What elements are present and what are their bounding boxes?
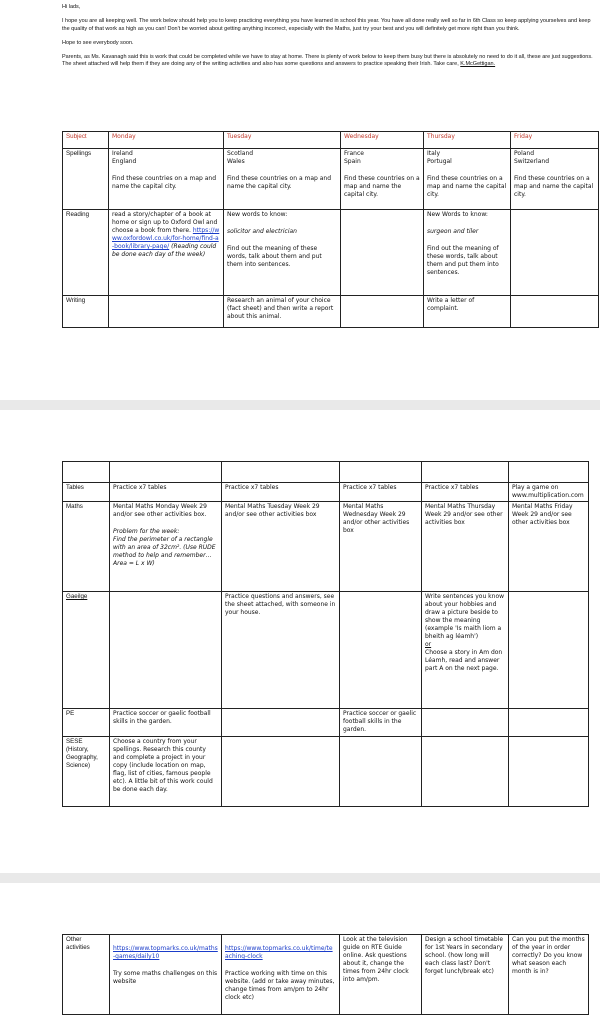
document-page-2 <box>0 410 600 873</box>
reading-monday-text: read a story/chapter of a book at home or sign up to Oxford Owl and choose a book from there. <box>112 211 218 234</box>
tables-wednesday: Practice x7 tables <box>340 483 422 502</box>
blank-cell <box>110 462 222 483</box>
reading-tuesday-task: Find out the meaning of these words, talk about them and put them into sentences. <box>227 245 322 268</box>
spellings-row <box>63 149 599 210</box>
pe-row <box>63 709 589 737</box>
document-page-3 <box>0 883 600 1024</box>
maths-thursday: Mental Maths Thursday Week 29 and/or see other activities box <box>422 502 509 592</box>
maths-friday: Mental Maths Friday Week 29 and/or see other activities box <box>509 502 589 592</box>
writing-monday <box>109 296 224 328</box>
spellings-wednesday-words: France Spain <box>344 150 364 165</box>
gaeilge-thursday-or: or <box>425 641 432 648</box>
spellings-wednesday <box>341 149 424 210</box>
timetable-part-1 <box>62 131 599 328</box>
header-thursday: Thursday <box>424 132 511 149</box>
header-wednesday: Wednesday <box>341 132 424 149</box>
header-row <box>63 132 599 149</box>
gaeilge-wednesday <box>340 592 422 709</box>
document-page-1 <box>0 0 600 400</box>
spellings-monday-words: Ireland England <box>112 150 137 165</box>
sese-tuesday <box>222 737 340 807</box>
sese-label: SESE (History, Geography, Science) <box>63 737 110 807</box>
letter-greeting: Hi lads, <box>62 4 81 10</box>
maths-problem-body: Find the perimeter of a rectangle with an area of 32cm². (Use RUDE method to help and remember… Area = L x W) <box>113 536 216 567</box>
sese-wednesday <box>340 737 422 807</box>
other-tuesday <box>222 935 340 1015</box>
spellings-tuesday-words: Scotland Wales <box>227 150 254 165</box>
reading-row <box>63 210 599 296</box>
tables-monday: Practice x7 tables <box>110 483 222 502</box>
blank-cell <box>63 462 110 483</box>
pe-friday <box>509 709 589 737</box>
sese-thursday <box>422 737 509 807</box>
letter-paragraph-3-text: Parents, as Ms. Kavanagh said this is work that could be completed while we have to stay at home. There is plenty of work below to keep them busy but there is absolutely no need to do it all, these are just suggestions. The sheet attached will help them if they are doing any of the writing activities and also has some questions and answers to practice speaking their Irish. Take care, <box>62 53 593 68</box>
reading-monday <box>109 210 224 296</box>
sese-monday: Choose a country from your spellings. Research this county and complete a project in your copy (include location on map, flag, list of cities, famous people etc). A little bit of this work could be done each day. <box>110 737 222 807</box>
spellings-tuesday-task: Find these countries on a map and name the capital city. <box>227 175 332 190</box>
tables-row <box>63 483 589 502</box>
spellings-monday-task: Find these countries on a map and name the capital city. <box>112 175 217 190</box>
tables-friday: Play a game on www.multiplication.com <box>509 483 589 502</box>
writing-row <box>63 296 599 328</box>
gaeilge-row <box>63 592 589 709</box>
other-wednesday: Look at the television guide on RTE Guide online. Ask questions about it, change the times from 24hr clock into am/pm. <box>340 935 422 1015</box>
tables-thursday: Practice x7 tables <box>422 483 509 502</box>
spellings-friday <box>511 149 599 210</box>
other-activities-label: Other activities <box>63 935 110 1015</box>
writing-tuesday: Research an animal of your choice (fact sheet) and then write a report about this animal. <box>224 296 341 328</box>
gaeilge-tuesday: Practice questions and answers, see the sheet attached, with someone in your house. <box>222 592 340 709</box>
other-thursday: Design a school timetable for 1st Years in secondary school. (how long will each class last? Don't forget lunch/break etc) <box>422 935 509 1015</box>
reading-monday-note: (Reading could be done each day of the week) <box>112 243 217 258</box>
gaeilge-monday <box>110 592 222 709</box>
maths-label: Maths <box>63 502 110 592</box>
tables-tuesday: Practice x7 tables <box>222 483 340 502</box>
other-monday <box>110 935 222 1015</box>
other-activities-row <box>63 935 589 1015</box>
writing-friday <box>511 296 599 328</box>
header-subject: Subject <box>63 132 109 149</box>
spellings-thursday-words: Italy Portugal <box>427 150 452 165</box>
topmarks-clock-link[interactable]: https://www.topmarks.co.uk/time/teaching-clock <box>225 945 333 960</box>
reading-thursday-task: Find out the meaning of these words, talk about them and put them into sentences. <box>427 245 499 276</box>
blank-cell <box>422 462 509 483</box>
reading-thursday <box>424 210 511 296</box>
pe-monday: Practice soccer or gaelic football skills in the garden. <box>110 709 222 737</box>
reading-tuesday-words: solicitor and electrician <box>227 228 297 235</box>
writing-thursday: Write a letter of complaint. <box>424 296 511 328</box>
timetable-part-2 <box>62 461 589 807</box>
maths-tuesday: Mental Maths Tuesday Week 29 and/or see other activities box <box>222 502 340 592</box>
pe-tuesday <box>222 709 340 737</box>
reading-thursday-words: surgeon and tiler <box>427 228 479 235</box>
reading-tuesday <box>224 210 341 296</box>
blank-cell <box>222 462 340 483</box>
reading-wednesday <box>341 210 424 296</box>
maths-monday-text: Mental Maths Monday Week 29 and/or see other activities box. <box>113 503 207 518</box>
gaeilge-thursday-task-b: Choose a story in Am don Léamh, read and answer part A on the next page. <box>425 649 503 672</box>
letter-paragraph-3 <box>62 54 598 69</box>
pe-wednesday: Practice soccer or gaelic football skills in the garden. <box>340 709 422 737</box>
maths-row <box>63 502 589 592</box>
other-monday-text: Try some maths challenges on this website <box>113 970 218 985</box>
tables-label: Tables <box>63 483 110 502</box>
spellings-wednesday-task: Find these countries on a map and name the capital city. <box>344 175 420 198</box>
header-tuesday: Tuesday <box>224 132 341 149</box>
other-tuesday-text: Practice working with time on this website. (add or take away minutes, change times from am/pm to 24hr clock etc) <box>225 970 335 1001</box>
writing-label: Writing <box>63 296 109 328</box>
header-monday: Monday <box>109 132 224 149</box>
reading-label: Reading <box>63 210 109 296</box>
spellings-label: Spellings <box>63 149 109 210</box>
reading-thursday-heading: New Words to know: <box>427 211 488 218</box>
sese-row <box>63 737 589 807</box>
topmarks-daily10-link[interactable]: https://www.topmarks.co.uk/maths-games/daily10 <box>113 945 218 960</box>
pe-thursday <box>422 709 509 737</box>
maths-problem-heading: Problem for the week: <box>113 528 180 535</box>
other-friday: Can you put the months of the year in order correctly? Do you know what season each month is in? <box>509 935 589 1015</box>
letter-signature: K.McGettigan. <box>460 61 496 68</box>
spellings-thursday-task: Find these countries on a map and name the capital city. <box>427 175 507 198</box>
timetable-part-3 <box>62 934 589 1015</box>
maths-monday <box>110 502 222 592</box>
pe-label: PE <box>63 709 110 737</box>
blank-cell <box>340 462 422 483</box>
gaeilge-friday <box>509 592 589 709</box>
gaeilge-label: Gaeilge <box>63 592 110 709</box>
letter <box>62 4 598 76</box>
reading-tuesday-heading: New words to know: <box>227 211 288 218</box>
spellings-monday <box>109 149 224 210</box>
reading-friday <box>511 210 599 296</box>
letter-paragraph-1: I hope you are all keeping well. The work below should help you to keep practicing everything you have learned in school this year. You have all done really well so far in 6th Class so keep applying yourselves and keep the quality of that work as high as you can! Don't be worried about getting anything incorrect, especially with the Maths, just try your best and you will definitely get more right than you think. <box>62 18 591 32</box>
oxford-owl-link[interactable]: https://www.oxfordowl.co.uk/for-home/find-a-book/library-page/ <box>112 227 220 250</box>
header-friday: Friday <box>511 132 599 149</box>
gaeilge-thursday-task-a: Write sentences you know about your hobbies and draw a picture beside to show the meaning (example 'Is maith liom a bheith ag léamh') <box>425 593 505 640</box>
spellings-tuesday <box>224 149 341 210</box>
writing-wednesday <box>341 296 424 328</box>
spellings-friday-words: Poland Switzerland <box>514 150 549 165</box>
sese-friday <box>509 737 589 807</box>
letter-paragraph-2: Hope to see everybody soon. <box>62 39 134 46</box>
spellings-friday-task: Find these countries on a map and name the capital city. <box>514 175 594 198</box>
spellings-thursday <box>424 149 511 210</box>
gaeilge-thursday <box>422 592 509 709</box>
maths-wednesday: Mental Maths Wednesday Week 29 and/or other activities box <box>340 502 422 592</box>
blank-row <box>63 462 589 483</box>
blank-cell <box>509 462 589 483</box>
